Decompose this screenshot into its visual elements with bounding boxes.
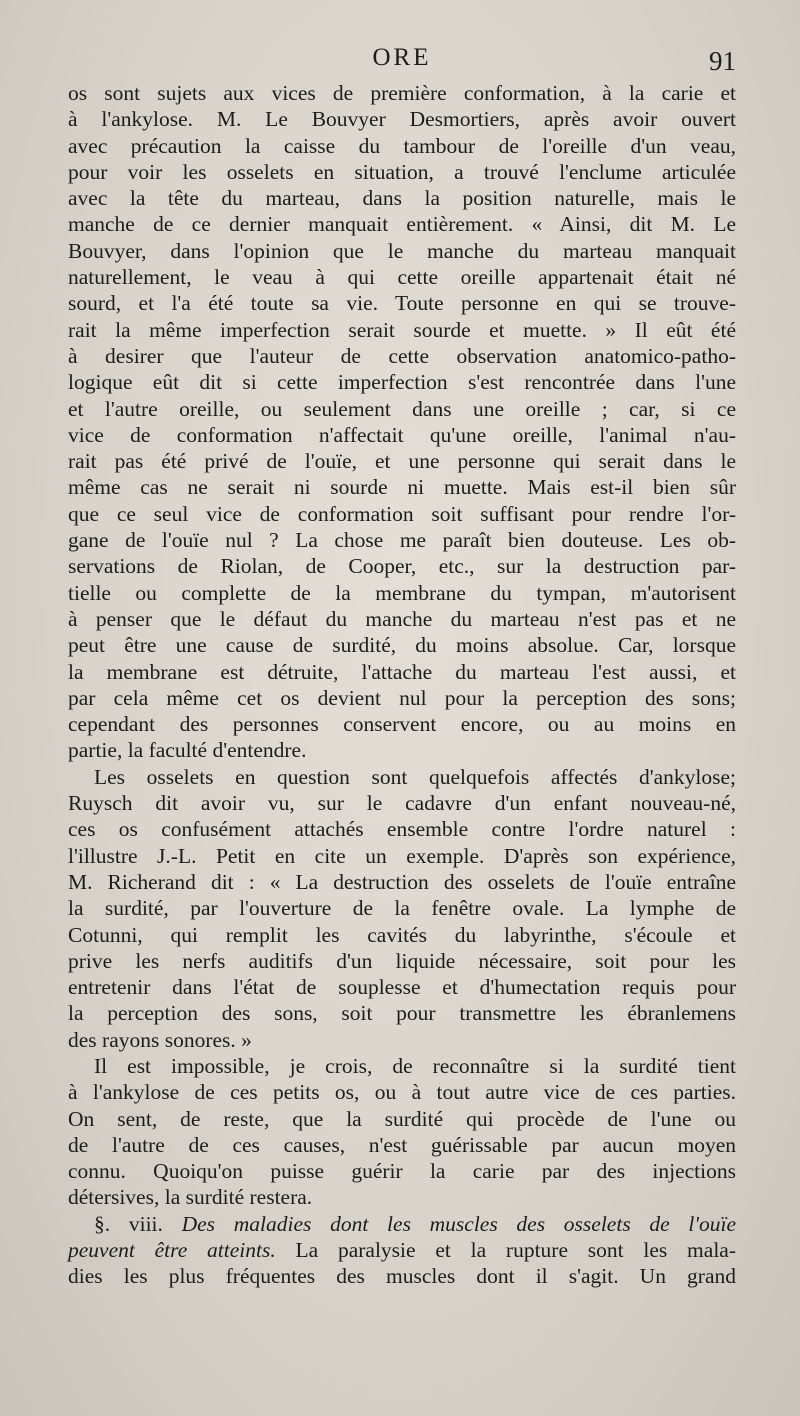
text-line: des rayons sonores. » <box>68 1027 252 1052</box>
text-line: Les osselets en question sont quelquefois affectés d'ankylose; <box>94 764 736 789</box>
text-line: de l'autre de ces causes, n'est guérissable par aucun moyen <box>68 1132 736 1157</box>
text-line: logique eût dit si cette imperfection s'est rencontrée dans l'une <box>68 370 736 395</box>
section-viii <box>68 1211 736 1290</box>
text-line: à l'ankylose. M. Le Bouvyer Desmortiers, après avoir ouvert <box>68 107 736 132</box>
text-line: ces os confusément attachés ensemble contre l'ordre naturel : <box>68 817 736 842</box>
text-line: partie, la faculté d'entendre. <box>68 738 307 763</box>
section-text: La paralysie et la rupture sont les mala- <box>275 1238 736 1263</box>
text-line: M. Richerand dit : « La destruction des osselets de l'ouïe entraîne <box>68 869 736 894</box>
page-number: 91 <box>709 46 736 76</box>
text-line: manche de ce dernier manquait entièrement. « Ainsi, dit M. Le <box>68 212 736 237</box>
paragraph-ankylose <box>68 764 736 1053</box>
text-line: cependant des personnes conservent encore, ou au moins en <box>68 712 736 737</box>
text-line: à desirer que l'auteur de cette observation anatomico-patho- <box>68 343 736 368</box>
text-line: gane de l'ouïe nul ? La chose me paraît bien douteuse. Les ob- <box>68 528 736 553</box>
text-line: et l'autre oreille, ou seulement dans une oreille ; car, si ce <box>68 396 736 421</box>
text-line: pour voir les osselets en situation, a trouvé l'enclume articulée <box>68 159 736 184</box>
section-title-continued: peuvent être atteints. <box>68 1238 276 1263</box>
text-line: servations de Riolan, de Cooper, etc., sur la destruction par- <box>68 554 736 579</box>
text-line: On sent, de reste, que la surdité qui procède de l'une ou <box>68 1106 736 1131</box>
text-line: Ruysch dit avoir vu, sur le cadavre d'un enfant nouveau-né, <box>68 791 736 816</box>
text-line: sourd, et l'a été toute sa vie. Toute personne en qui se trouve- <box>68 291 736 316</box>
paragraph-veau-observation <box>68 80 736 764</box>
text-line: la surdité, par l'ouverture de la fenêtre ovale. La lymphe de <box>68 896 736 921</box>
text-line: rait pas été privé de l'ouïe, et une personne qui serait dans le <box>68 449 736 474</box>
text-line: avec la tête du marteau, dans la position naturelle, mais le <box>68 186 736 211</box>
text-line: Cotunni, qui remplit les cavités du labyrinthe, s'écoule et <box>68 922 736 947</box>
paragraph-impossible <box>68 1053 736 1211</box>
running-head: ORE <box>372 44 432 71</box>
page-header <box>68 44 736 80</box>
text-line: rait la même imperfection serait sourde et muette. » Il eût été <box>68 317 736 342</box>
text-line: vice de conformation n'affectait qu'une oreille, l'animal n'au- <box>68 422 736 447</box>
section-title: Des maladies dont les muscles des osselets de l'ouïe <box>181 1211 737 1236</box>
section-heading-line <box>68 1211 736 1237</box>
text-line: tielle ou complette de la membrane du tympan, m'autorisent <box>68 580 736 605</box>
text-line: peut être une cause de surdité, du moins absolue. Car, lorsque <box>68 633 736 658</box>
text-line: os sont sujets aux vices de première conformation, à la carie et <box>68 81 736 105</box>
text-line: entretenir dans l'état de souplesse et d'humectation requis pour <box>68 975 736 1000</box>
text-line: la membrane est détruite, l'attache du marteau l'est aussi, et <box>68 659 736 684</box>
text-line: que ce seul vice de conformation soit suffisant pour rendre l'or- <box>68 501 736 526</box>
text-line: prive les nerfs auditifs d'un liquide nécessaire, soit pour les <box>68 948 736 973</box>
text-line: par cela même cet os devient nul pour la perception des sons; <box>68 685 736 710</box>
text-line: détersives, la surdité restera. <box>68 1185 313 1210</box>
text-line: Il est impossible, je crois, de reconnaître si la surdité tient <box>94 1053 736 1078</box>
text-line: à l'ankylose de ces petits os, ou à tout autre vice de ces parties. <box>68 1080 736 1105</box>
text-line: Bouvyer, dans l'opinion que le manche du marteau manquait <box>68 238 736 263</box>
text-line: l'illustre J.-L. Petit en cite un exemple. D'après son expérience, <box>68 843 736 868</box>
text-line: dies les plus fréquentes des muscles dont il s'agit. Un grand <box>68 1264 736 1289</box>
section-number: §. viii. <box>94 1211 163 1236</box>
text-line: connu. Quoiqu'on puisse guérir la carie par des injections <box>68 1159 736 1184</box>
text-line <box>68 1237 736 1263</box>
page-body <box>68 80 736 1290</box>
text-line: avec précaution la caisse du tambour de l'oreille d'un veau, <box>68 133 736 158</box>
text-line: même cas ne serait ni sourde ni muette. Mais est-il bien sûr <box>68 475 736 500</box>
text-line: naturellement, le veau à qui cette oreille appartenait était né <box>68 265 736 290</box>
text-line: la perception des sons, soit pour transmettre les ébranlemens <box>68 1001 736 1026</box>
text-line: à penser que le défaut du manche du marteau n'est pas et ne <box>68 606 736 631</box>
